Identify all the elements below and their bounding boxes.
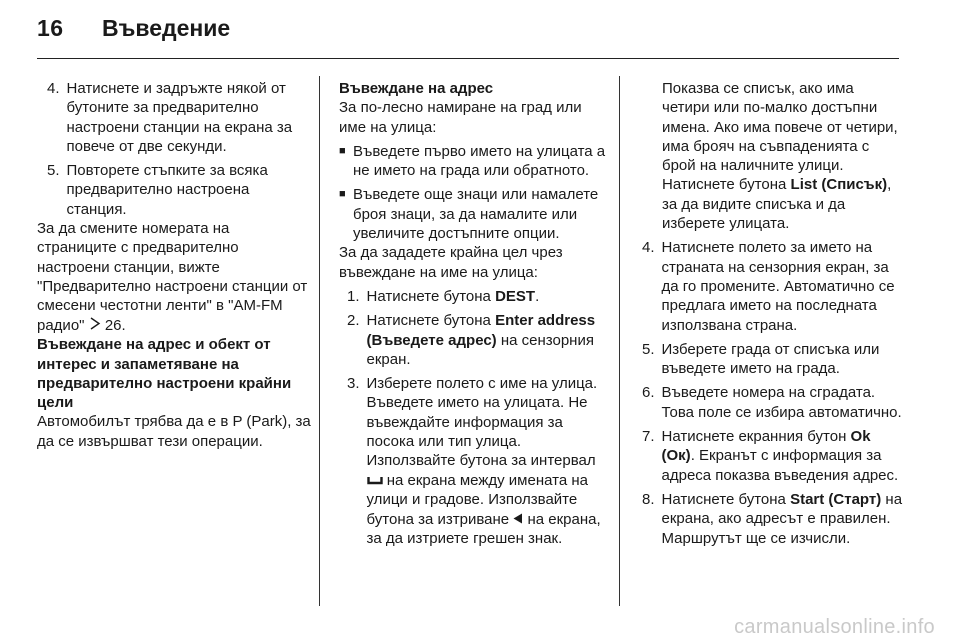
paragraph-text: За да смените номерата на страниците с предварително настроени станции, вижте "Предварително настроени станции от смесени честотни ленти" в "AM-FM радио" xyxy=(37,220,308,334)
bullet-text: Въведете още знаци или намалете броя знаци, за да намалите или увеличите достъпните опции. xyxy=(353,186,599,243)
list-text: Повторете стъпките за всяка предварително настроена станция. xyxy=(66,162,268,218)
bullet-square-icon: ■ xyxy=(339,188,346,201)
list-text: Изберете града от списъка или въведете името на града. xyxy=(661,340,880,378)
list-number: 5. xyxy=(642,340,655,358)
list-number: 7. xyxy=(642,428,655,446)
list-text: Натиснете екранния бутон Ok (Ок). Екранът с информация за адреса показва въведения адрес. xyxy=(661,428,899,484)
bullet-item xyxy=(339,185,611,243)
list-item xyxy=(631,490,903,548)
paragraph: За по-лесно намиране на град или име на улица: xyxy=(339,99,582,136)
list-item xyxy=(339,374,611,548)
page-number: 16 xyxy=(37,15,64,41)
column-separator-1 xyxy=(319,76,320,606)
page-title: Въведение xyxy=(102,15,231,41)
list-text: Изберете полето с име на улица. Въведете името на улицата. Не въвеждайте информация за посока или тип улица. Използвайте бутона за интервал на екрана между имената на улици и градове. Използвайте бутона за изтриване на екрана, за да изтриете грешен знак. xyxy=(366,375,601,548)
list-number: 4. xyxy=(47,80,60,97)
list-item xyxy=(631,238,903,334)
list-item xyxy=(37,161,311,219)
list-number: 4. xyxy=(642,239,655,257)
list-item xyxy=(37,79,311,156)
section-heading: Въвеждане на адрес xyxy=(339,80,494,97)
paragraph: Показва се списък, ако има четири или по-малко достъпни имена. Ако има повече от четири, има брояч на съвпаденията с брой на наличните улици. Натиснете бутона List (Списък), за да видите списъка и да изберете улицата. xyxy=(662,80,898,233)
bullet-text: Въведете първо името на улицата а не името на града или обратното. xyxy=(353,142,606,180)
list-item xyxy=(631,383,903,422)
list-text: Натиснете бутона Enter address (Въведете адрес) на сензорния екран. xyxy=(366,312,596,368)
list-number: 1. xyxy=(347,287,360,305)
paragraph: Автомобилът трябва да е в P (Park), за да се извършват тези операции. xyxy=(37,413,311,450)
page-reference: 26. xyxy=(104,316,126,334)
list-button-label: List (Списък) xyxy=(790,176,888,194)
list-number: 6. xyxy=(642,384,655,402)
list-text: Въведете номера на сградата. Това поле се избира автоматично. xyxy=(661,384,902,421)
bullet-item xyxy=(339,142,611,181)
list-text: Натиснете и задръжте някой от бутоните за предварително настроени станции на екрана за повече от две секунди. xyxy=(66,80,293,155)
space-key-icon xyxy=(367,471,383,490)
backspace-triangle-icon xyxy=(513,510,523,529)
list-item xyxy=(339,311,611,369)
column-separator-2 xyxy=(619,76,620,606)
list-text: Натиснете полето за името на страната на сензорния екран, за да го промените. Автоматично се предлага името на последната използвана страна. xyxy=(661,239,895,334)
paragraph xyxy=(37,219,311,335)
list-number: 2. xyxy=(347,312,360,330)
list-item xyxy=(631,340,903,379)
watermark: carmanualsonline.info xyxy=(734,616,935,638)
dest-button-label: DEST xyxy=(495,287,536,305)
list-item xyxy=(339,287,611,306)
column-2 xyxy=(339,79,611,549)
ok-button-label: Ok (Ок) xyxy=(661,428,871,465)
header-rule xyxy=(37,58,899,59)
list-number: 3. xyxy=(347,375,360,393)
list-text: Натиснете бутона DEST. xyxy=(366,287,540,305)
list-number: 8. xyxy=(642,490,655,508)
column-3 xyxy=(631,79,903,548)
paragraph: За да зададете крайна цел чрез въвеждане на име на улица: xyxy=(339,244,563,281)
list-text: Натиснете бутона Start (Старт) на екрана, ако адресът е правилен. Маршрутът ще се изчисли. xyxy=(661,490,903,547)
list-number: 5. xyxy=(47,162,60,180)
list-item xyxy=(631,427,903,485)
section-heading: Въвеждане на адрес и обект от интерес и запаметяване на предварително настроени крайни цели xyxy=(37,336,292,412)
start-button-label: Start (Старт) xyxy=(790,490,882,508)
column-1 xyxy=(37,79,311,451)
reference-arrow-icon xyxy=(89,316,101,335)
enter-address-button-label: Enter address (Въведете адрес) xyxy=(366,312,596,349)
bullet-square-icon: ■ xyxy=(339,144,346,157)
